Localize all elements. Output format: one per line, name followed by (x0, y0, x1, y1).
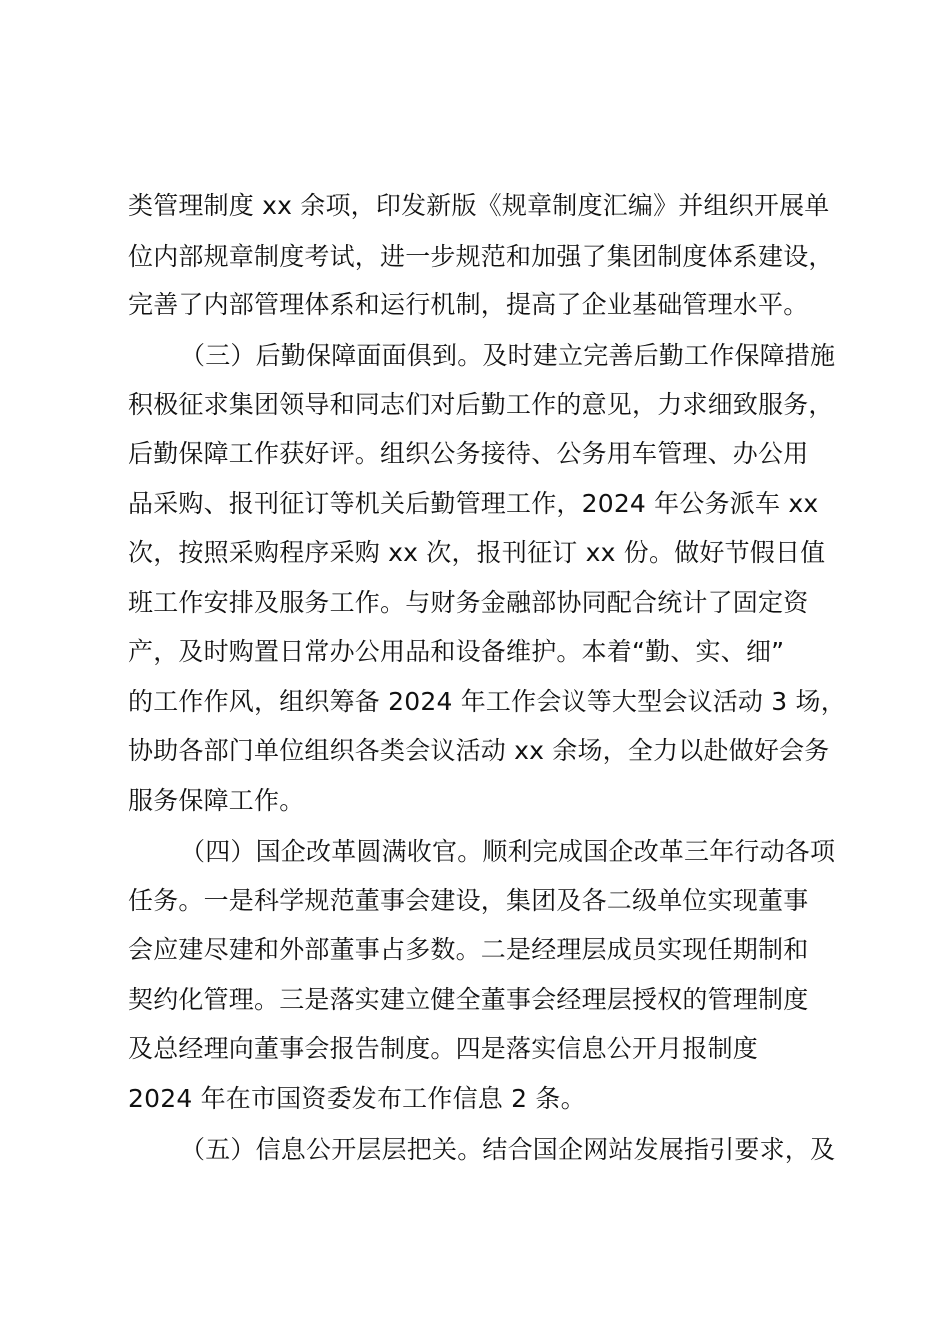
text-line: 完善了内部管理体系和运行机制，提高了企业基础管理水平。 (128, 290, 809, 319)
text-line: 会应建尽建和外部董事占多数。二是经理层成员实现任期制和 (128, 935, 809, 964)
text-line: 任务。一是科学规范董事会建设，集团及各二级单位实现董事 (128, 886, 809, 915)
section-heading-line: （五）信息公开层层把关。结合国企网站发展指引要求，及 (180, 1135, 836, 1164)
text-line: 服务保障工作。 (128, 786, 305, 815)
text-line: 品采购、报刊征订等机关后勤管理工作，2024 年公务派车 xx (128, 489, 819, 518)
text-line: 次，按照采购程序采购 xx 次，报刊征订 xx 份。做好节假日值 (128, 538, 826, 567)
text-line: 产，及时购置日常办公用品和设备维护。本着“勤、实、细” (128, 637, 785, 666)
section-heading-line: （三）后勤保障面面俱到。及时建立完善后勤工作保障措施 (180, 341, 836, 370)
text-line: 2024 年在市国资委发布工作信息 2 条。 (128, 1084, 586, 1113)
text-line: 积极征求集团领导和同志们对后勤工作的意见，力求细致服务， (128, 390, 834, 419)
text-line: 的工作作风，组织筹备 2024 年工作会议等大型会议活动 3 场， (128, 687, 846, 716)
text-line: 类管理制度 xx 余项，印发新版《规章制度汇编》并组织开展单 (128, 191, 830, 220)
text-line: 契约化管理。三是落实建立健全董事会经理层授权的管理制度 (128, 985, 809, 1014)
text-line: 及总经理向董事会报告制度。四是落实信息公开月报制度 (128, 1034, 759, 1063)
section-heading-line: （四）国企改革圆满收官。顺利完成国企改革三年行动各项 (180, 837, 836, 866)
text-line: 班工作安排及服务工作。与财务金融部协同配合统计了固定资 (128, 588, 809, 617)
text-line: 后勤保障工作获好评。组织公务接待、公务用车管理、办公用 (128, 439, 809, 468)
text-line: 协助各部门单位组织各类会议活动 xx 余场，全力以赴做好会务 (128, 736, 830, 765)
text-line: 位内部规章制度考试，进一步规范和加强了集团制度体系建设， (128, 242, 834, 271)
